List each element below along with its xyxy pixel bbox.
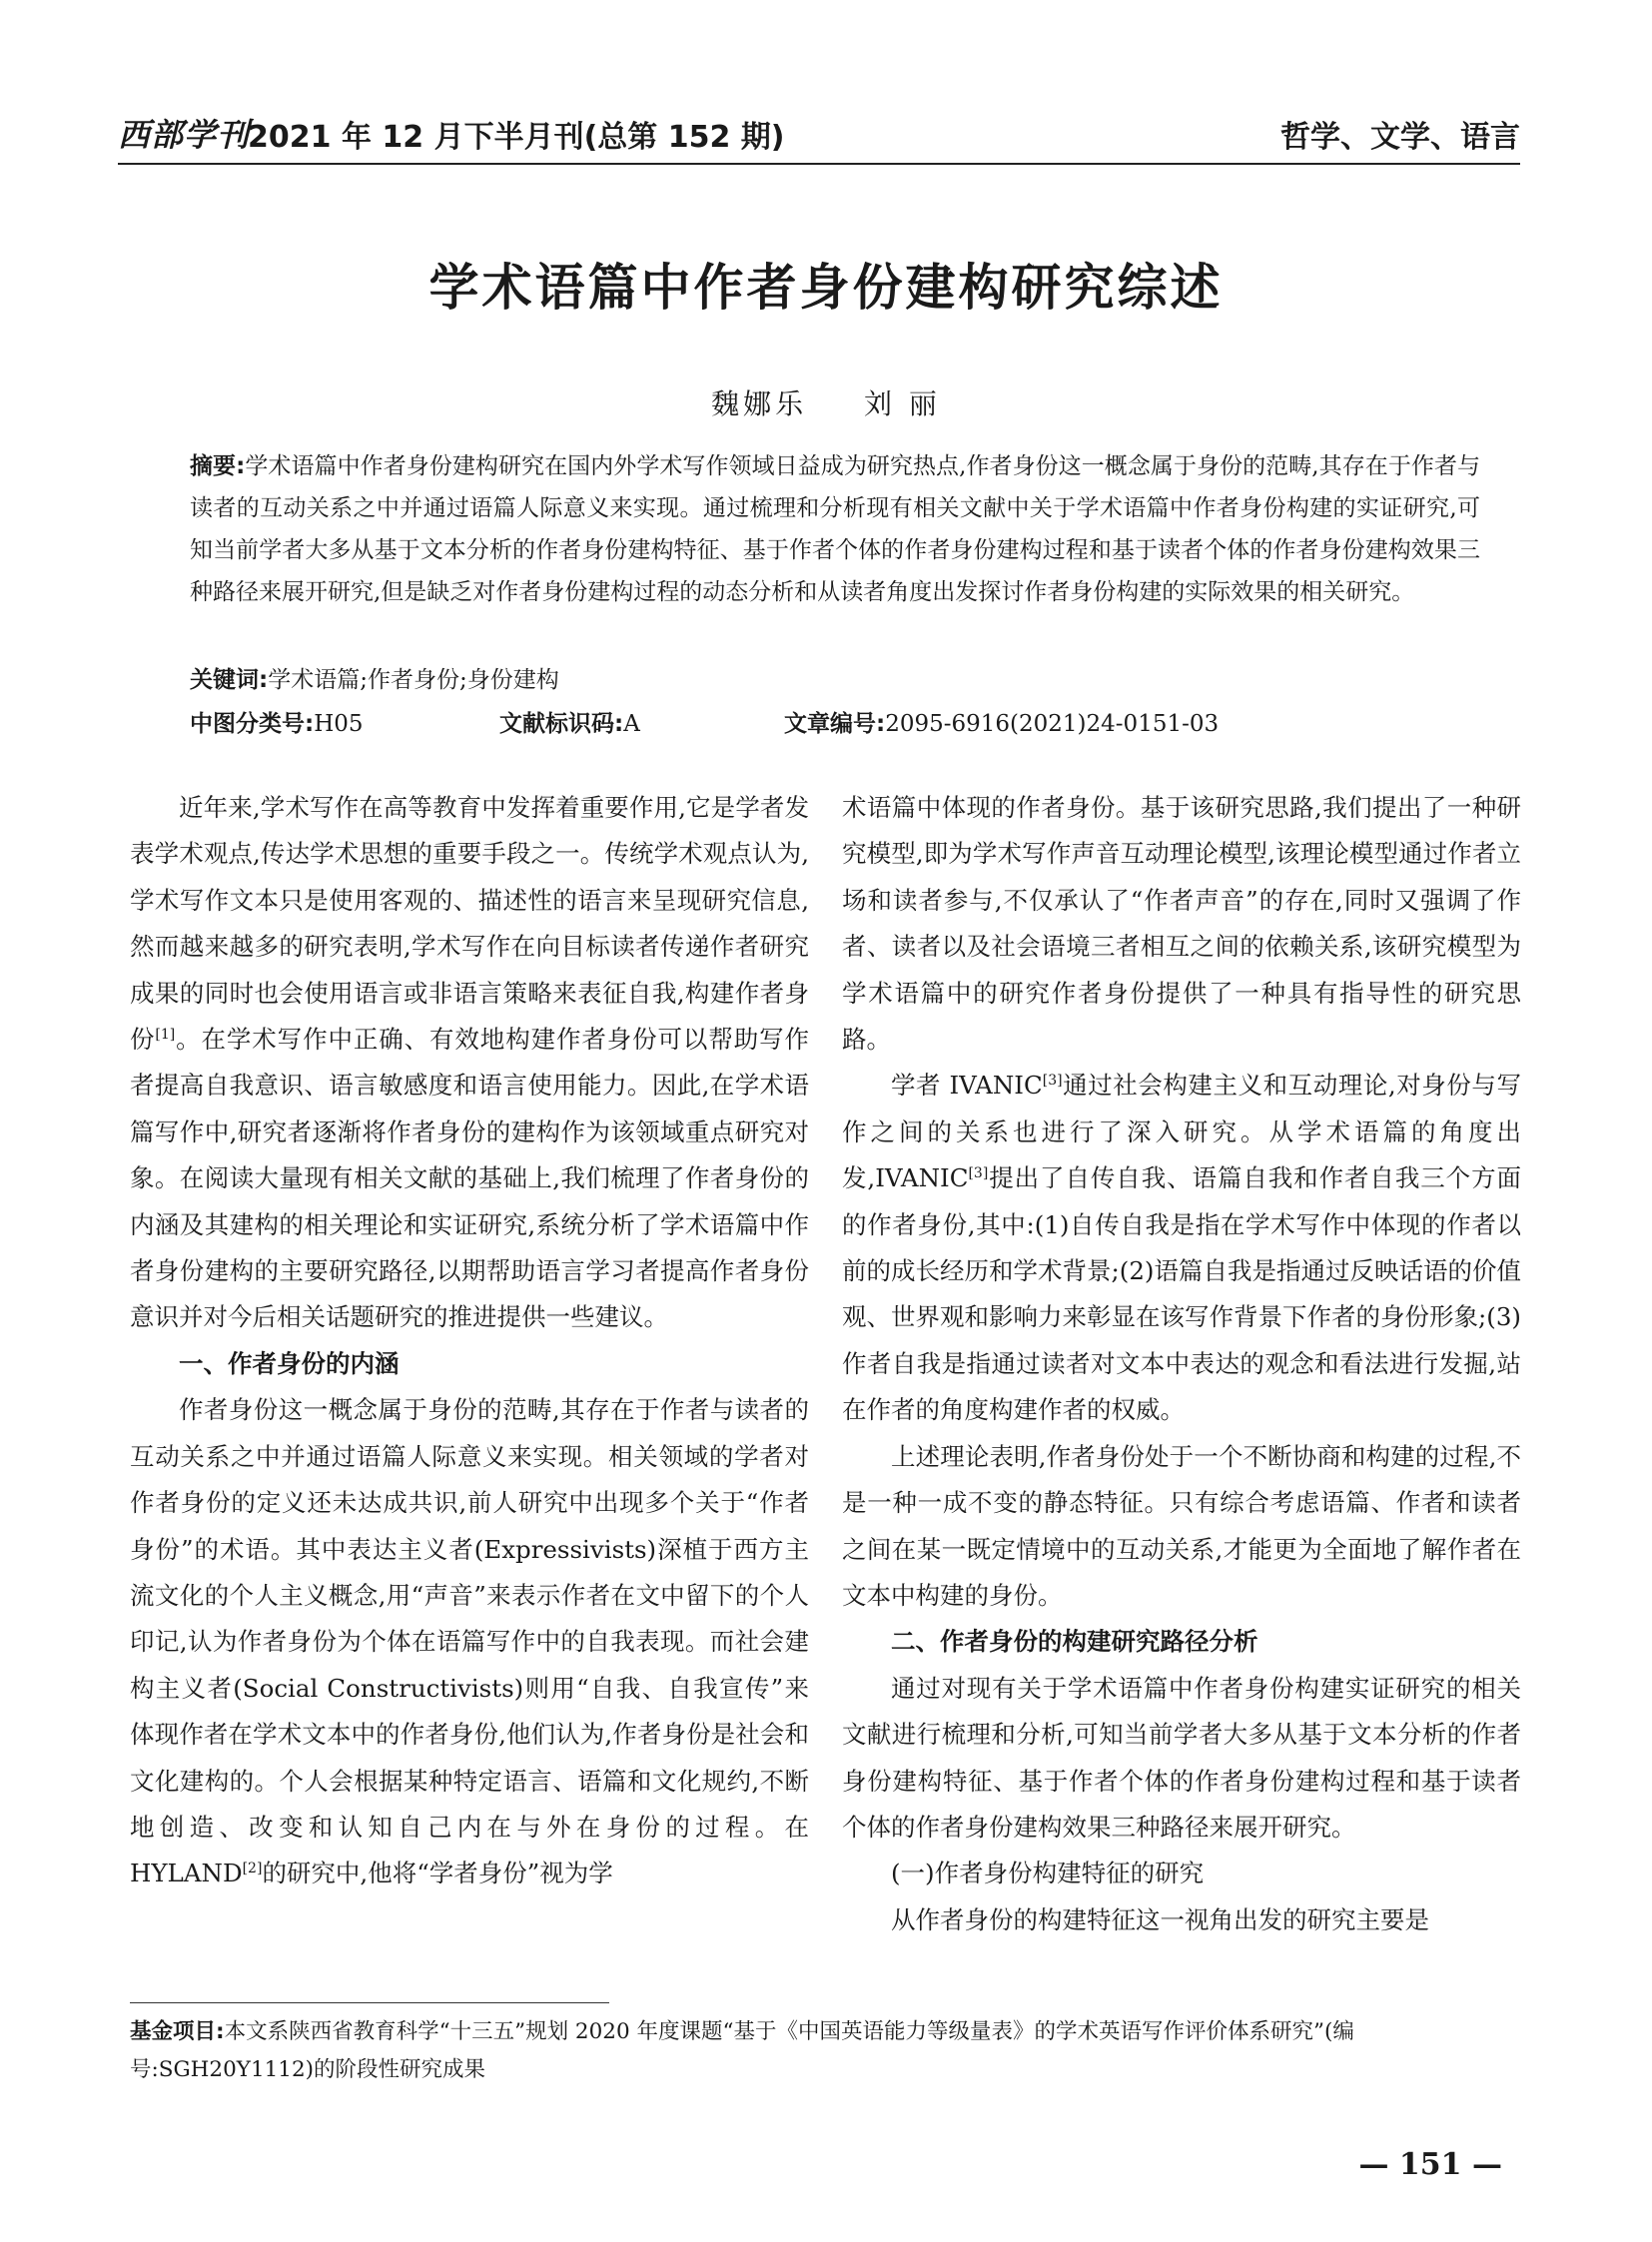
- journal-logo: 西部学刊: [118, 116, 251, 154]
- clc-value: H05: [314, 711, 364, 737]
- clc-number: [190, 705, 364, 738]
- footnote-text: 本文系陕西省教育科学“十三五”规划 2020 年度课题“基于《中国英语能力等级量表》的学术英语写作评价体系研究”(编号:SGH20Y1112)的阶段性研究成果: [130, 2019, 1354, 2082]
- paragraph: 近年来,学术写作在高等教育中发挥着重要作用,它是学者发表学术观点,传达学术思想的重要手段之一。传统学术观点认为,学术写作文本只是使用客观的、描述性的语言来呈现研究信息,然而越来越多的研究表明,学术写作在向目标读者传递作者研究成果的同时也会使用语言或非语言策略来表征自我,构建作者身份[1]。在学术写作中正确、有效地构建作者身份可以帮助写作者提高自我意识、语言敏感度和语言使用能力。因此,在学术语篇写作中,研究者逐渐将作者身份的建构作为该领域重点研究对象。在阅读大量现有相关文献的基础上,我们梳理了作者身份的内涵及其建构的相关理论和实证研究,系统分析了学术语篇中作者身份建构的主要研究路径,以期帮助语言学习者提高作者身份意识并对今后相关话题研究的推进提供一些建议。: [130, 793, 809, 1332]
- footnote-label: 基金项目:: [130, 2019, 225, 2044]
- keywords-label: 关键词:: [190, 667, 269, 693]
- header-rule: [118, 163, 1520, 165]
- citation-ref[interactable]: [2]: [242, 1861, 263, 1877]
- keywords-text: 学术语篇;作者身份;身份建构: [268, 667, 559, 693]
- author-list: [0, 382, 1652, 422]
- citation-ref[interactable]: [1]: [155, 1026, 176, 1043]
- page-number: — 151 —: [1358, 2147, 1502, 2182]
- article-number-value: 2095-6916(2021)24-0151-03: [885, 711, 1220, 737]
- paragraph: 通过对现有关于学术语篇中作者身份构建实证研究的相关文献进行梳理和分析,可知当前学者大多从基于文本分析的作者身份建构特征、基于作者个体的作者身份建构过程和基于读者个体的作者身份建构效果三种路径来展开研究。: [842, 1673, 1521, 1842]
- abstract: [190, 445, 1480, 613]
- body-column-left: [130, 785, 809, 1897]
- article-title: 学术语篇中作者身份建构研究综述: [428, 259, 1224, 317]
- paragraph: 从作者身份的构建特征这一视角出发的研究主要是: [891, 1904, 1429, 1934]
- citation-ref[interactable]: [3]: [968, 1165, 989, 1182]
- subsection-heading: (一)作者身份构建特征的研究: [891, 1859, 1205, 1888]
- issue-info: 2021 年 12 月下半月刊(总第 152 期): [248, 120, 785, 155]
- abstract-text: 学术语篇中作者身份建构研究在国内外学术写作领域日益成为研究热点,作者身份这一概念属于身份的范畴,其存在于作者与读者的互动关系之中并通过语篇人际意义来实现。通过梳理和分析现有相关文献中关于学术语篇中作者身份构建的实证研究,可知当前学者大多从基于文本分析的作者身份建构特征、基于作者个体的作者身份建构过程和基于读者个体的作者身份建构效果三种路径来展开研究,但是缺乏对作者身份建构过程的动态分析和从读者角度出发探讨作者身份构建的实际效果的相关研究。: [190, 453, 1480, 605]
- body-column-right: [842, 785, 1521, 1943]
- abstract-label: 摘要:: [190, 453, 246, 479]
- article-number: [784, 705, 1219, 738]
- paragraph: 学者 IVANIC[3]通过社会构建主义和互动理论,对身份与写作之间的关系也进行了深入研究。从学术语篇的角度出发,IVANIC[3]提出了自传自我、语篇自我和作者自我三个方面的作者身份,其中:(1)自传自我是指在学术写作中体现的作者以前的成长经历和学术背景;(2)语篇自我是指通过反映话语的价值观、世界观和影响力来彰显在该写作背景下作者的身份形象;(3)作者自我是指通过读者对文本中表达的观念和看法进行发掘,站在作者的角度构建作者的权威。: [842, 1071, 1521, 1425]
- funding-footnote: [130, 2013, 1520, 2089]
- section-heading-2: 二、作者身份的构建研究路径分析: [891, 1627, 1258, 1657]
- citation-ref[interactable]: [3]: [1042, 1073, 1063, 1090]
- section-label: 哲学、文学、语言: [1280, 120, 1520, 155]
- paragraph: 作者身份这一概念属于身份的范畴,其存在于作者与读者的互动关系之中并通过语篇人际意义来实现。相关领域的学者对作者身份的定义还未达成共识,前人研究中出现多个关于“作者身份”的术语。其中表达主义者(Expressivists)深植于西方主流文化的个人主义概念,用“声音”来表示作者在文中留下的个人印记,认为作者身份为个体在语篇写作中的自我表现。而社会建构主义者(Social Constructivists)则用“自我、自我宣传”来体现作者在学术文本中的作者身份,他们认为,作者身份是社会和文化建构的。个人会根据某种特定语言、语篇和文化规约,不断地创造、改变和认知自己内在与外在身份的过程。在 HYLAND[2]的研究中,他将“学者身份”视为学: [130, 1395, 809, 1888]
- paragraph: 上述理论表明,作者身份处于一个不断协商和构建的过程,不是一种一成不变的静态特征。只有综合考虑语篇、作者和读者之间在某一既定情境中的互动关系,才能更为全面地了解作者在文本中构建的身份。: [842, 1441, 1521, 1610]
- author-name: 刘 丽: [864, 387, 941, 420]
- keywords: [190, 661, 559, 694]
- article-number-label: 文章编号:: [784, 711, 886, 737]
- doc-code-label: 文献标识码:: [499, 711, 624, 737]
- running-header: [118, 108, 1520, 155]
- paragraph: 术语篇中体现的作者身份。基于该研究思路,我们提出了一种研究模型,即为学术写作声音互动理论模型,该理论模型通过作者立场和读者参与,不仅承认了“作者声音”的存在,同时又强调了作者、读者以及社会语境三者相互之间的依赖关系,该研究模型为学术语篇中的研究作者身份提供了一种具有指导性的研究思路。: [842, 793, 1521, 1055]
- footnote-rule: [130, 2002, 609, 2003]
- author-name: 魏娜乐: [711, 387, 808, 420]
- clc-label: 中图分类号:: [190, 711, 315, 737]
- document-code: [499, 705, 640, 738]
- doc-code-value: A: [623, 711, 640, 737]
- section-heading-1: 一、作者身份的内涵: [179, 1348, 400, 1378]
